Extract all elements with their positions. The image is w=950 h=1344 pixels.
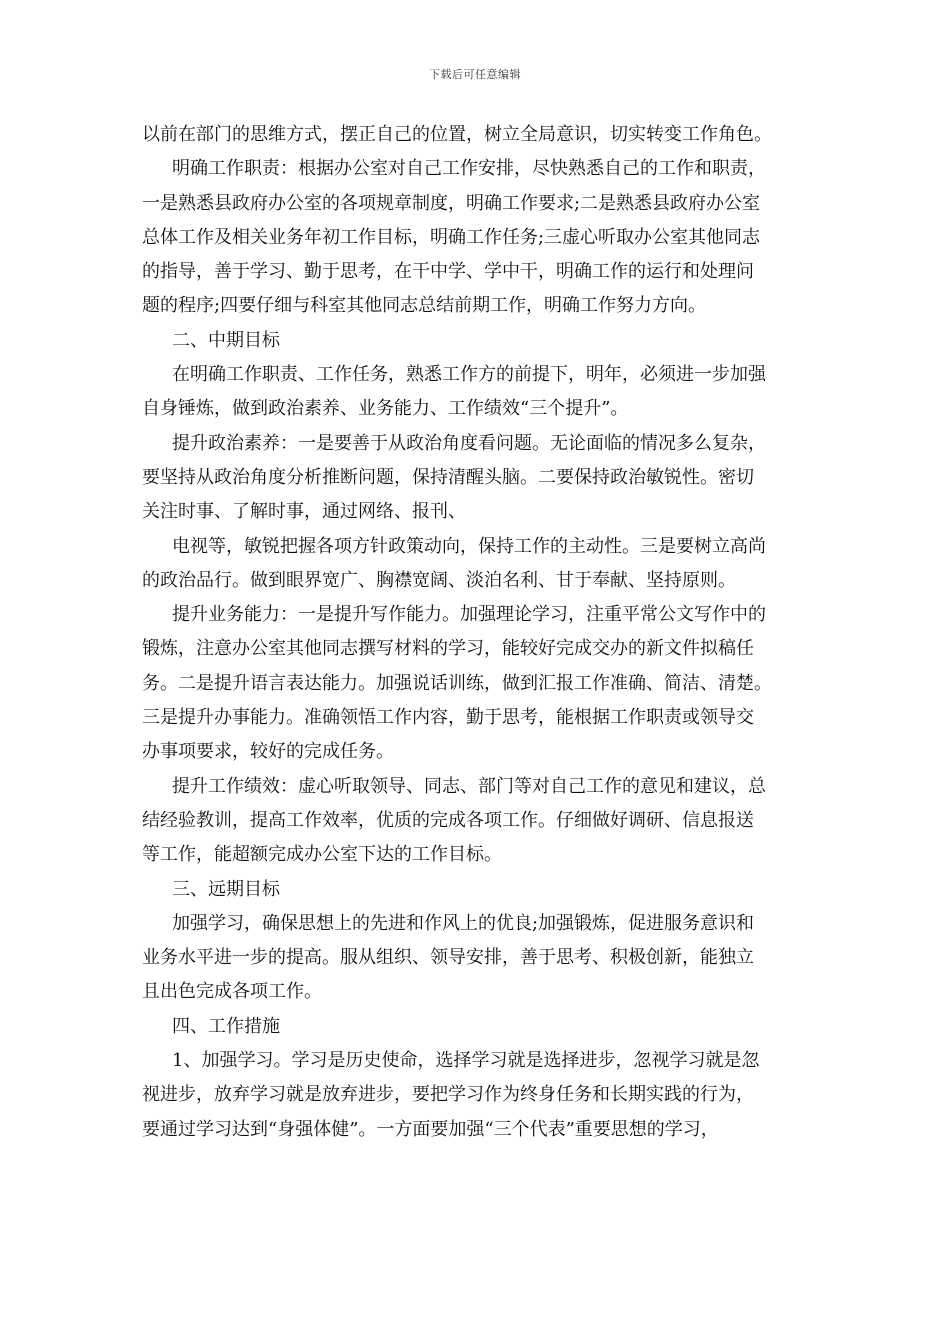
text-line: 等工作，能超额完成办公室下达的工作目标。 [142, 844, 502, 866]
document-body [142, 118, 812, 1147]
text-line: 要通过学习达到“身强体健”。一方面要加强“三个代表”重要思想的学习， [142, 1118, 719, 1140]
text-line: 锻炼，注意办公室其他同志撰写材料的学习，能较好完成交办的新文件拟稿任 [142, 638, 754, 660]
text-line: 务。二是提升语言表达能力。加强说话训练，做到汇报工作准确、简洁、清楚。 [142, 672, 772, 694]
text-line: 的指导，善于学习、勤于思考，在干中学、学中干，明确工作的运行和处理问 [142, 261, 754, 283]
text-line: 的政治品行。做到眼界宽广、胸襟宽阔、淡泊名利、甘于奉献、坚持原则。 [142, 569, 736, 591]
text-line: 二、中期目标 [172, 329, 280, 351]
text-line: 四、工作措施 [172, 1015, 280, 1037]
text-line: 三是提升办事能力。准确领悟工作内容，勤于思考，能根据工作职责或领导交 [142, 707, 754, 729]
text-line: 在明确工作职责、工作任务，熟悉工作方的前提下，明年，必须进一步加强 [172, 364, 766, 386]
text-line: 总体工作及相关业务年初工作目标，明确工作任务;三虚心听取办公室其他同志 [142, 226, 761, 248]
text-line: 三、远期目标 [172, 878, 280, 900]
text-line: 明确工作职责：根据办公室对自己工作安排，尽快熟悉自己的工作和职责， [172, 158, 766, 180]
text-line: 要坚持从政治角度分析推断问题，保持清醒头脑。二要保持政治敏锐性。密切 [142, 466, 754, 488]
text-line: 一是熟悉县政府办公室的各项规章制度，明确工作要求;二是熟悉县政府办公室 [142, 192, 761, 214]
text-line: 加强学习，确保思想上的先进和作风上的优良;加强锻炼，促进服务意识和 [172, 912, 755, 934]
text-line: 电视等，敏锐把握各项方针政策动向，保持工作的主动性。三是要树立高尚 [172, 535, 766, 557]
header-note: 下载后可任意编辑 [429, 68, 521, 81]
text-line: 关注时事、了解时事，通过网络、报刊、 [142, 501, 466, 523]
text-line: 题的程序;四要仔细与科室其他同志总结前期工作，明确工作努力方向。 [142, 295, 707, 317]
text-line: 视进步，放弃学习就是放弃进步，要把学习作为终身任务和长期实践的行为， [142, 1084, 754, 1106]
text-line: 提升工作绩效：虚心听取领导、同志、部门等对自己工作的意见和建议，总 [172, 775, 766, 797]
text-line: 办事项要求，较好的完成任务。 [142, 741, 394, 763]
text-line: 提升业务能力：一是提升写作能力。加强理论学习，注重平常公文写作中的 [172, 604, 766, 626]
text-line: 提升政治素养：一是要善于从政治角度看问题。无论面临的情况多么复杂， [172, 432, 766, 454]
text-line: 且出色完成各项工作。 [142, 981, 322, 1003]
text-line: 1、加强学习。学习是历史使命，选择学习就是选择进步，忽视学习就是忽 [172, 1050, 760, 1072]
text-line: 自身锤炼，做到政治素养、业务能力、工作绩效“三个提升”。 [142, 398, 629, 420]
text-line: 结经验教训，提高工作效率，优质的完成各项工作。仔细做好调研、信息报送 [142, 809, 754, 831]
text-line: 业务水平进一步的提高。服从组织、领导安排，善于思考、积极创新，能独立 [142, 947, 754, 969]
text-line: 以前在部门的思维方式，摆正自己的位置，树立全局意识，切实转变工作角色。 [142, 124, 772, 145]
